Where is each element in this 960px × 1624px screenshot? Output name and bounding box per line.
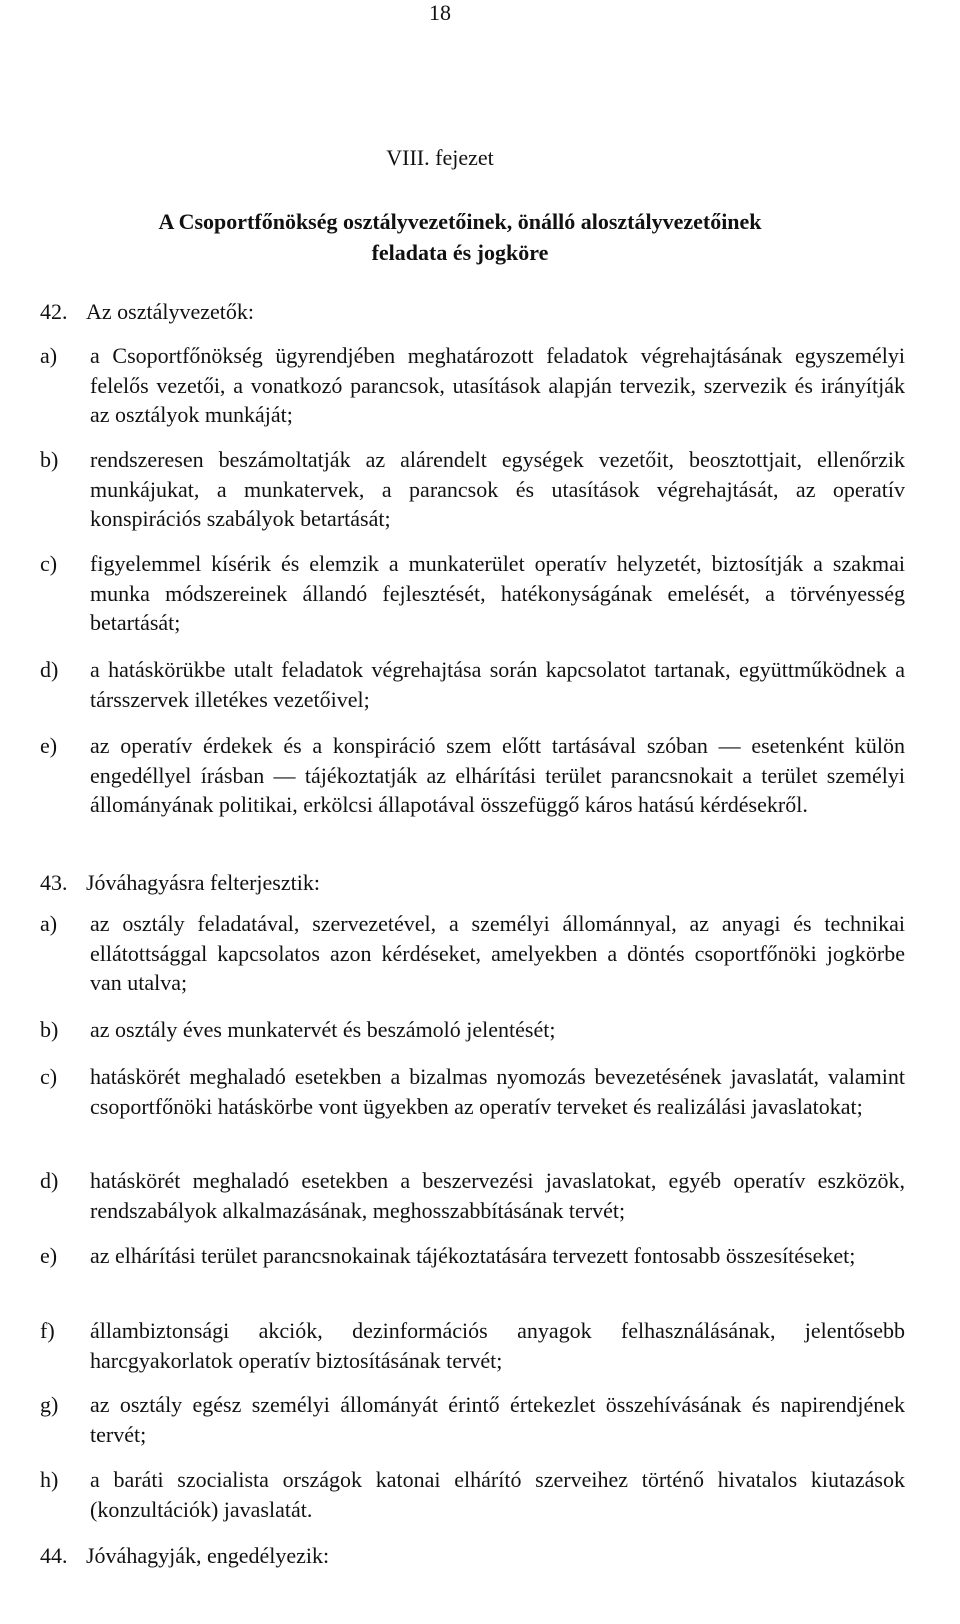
list-item-label: b) <box>40 1017 59 1042</box>
list-item-label: e) <box>40 1243 58 1268</box>
list-item <box>40 549 905 638</box>
list-item-text: az osztály feladatával, szervezetével, a személyi állománnyal, az anyagi és technikai ellátottsággal kapcsolatos azon kérdéseket, amelyekben a döntés csoportfőnöki jogkörbe van utalva; <box>90 911 905 996</box>
section-heading-text: Jóváhagyásra felterjesztik: <box>86 870 320 895</box>
list-item-label: e) <box>40 733 58 758</box>
list-item-text: hatáskörét meghaladó esetekben a bizalmas nyomozás bevezetésének javaslatát, valamint csoportfőnöki hatáskörbe vont ügyekben az operatív terveket és realizálási javaslatokat; <box>90 1064 905 1119</box>
list-item <box>40 1166 905 1225</box>
list-item-label: g) <box>40 1392 59 1417</box>
list-item <box>40 1316 905 1375</box>
chapter-title-line1: A Csoportfőnökség osztályvezetőinek, önálló alosztályvezetőinek <box>158 209 762 234</box>
list-item-text: az osztály éves munkatervét és beszámoló jelentését; <box>90 1017 556 1042</box>
list-item-label: f) <box>40 1318 55 1343</box>
list-item-text: az operatív érdekek és a konspiráció szem előtt tartásával szóban — esetenként külön engedéllyel írásban — tájékoztatják az elhárítási terület parancsnokait a terület személyi állományának politikai, erkölcsi állapotával összefüggő káros hatású kérdésekről. <box>90 733 905 818</box>
list-item-text: rendszeresen beszámoltatják az alárendelt egységek vezetőit, beosztottjait, ellenőrzik munkájukat, a munkatervek, a parancsok és utasítások végrehajtását, az operatív konspirációs szabályok betartását; <box>90 447 905 532</box>
list-item-text: az osztály egész személyi állományát érintő értekezlet összehívásának és napirendjének tervét; <box>90 1392 905 1447</box>
list-item-label: c) <box>40 1064 58 1089</box>
list-item-text: a baráti szocialista országok katonai elhárító szerveihez történő hivatalos kiutazások (konzultációk) javaslatát. <box>90 1467 905 1522</box>
list-item-label: c) <box>40 551 58 576</box>
list-item <box>40 1015 905 1045</box>
list-item <box>40 655 905 714</box>
list-item-label: d) <box>40 657 59 682</box>
list-item <box>40 909 905 998</box>
chapter-title-line2: feladata és jogköre <box>371 240 549 265</box>
section-heading <box>40 297 900 326</box>
list-item-text: az elhárítási terület parancsnokainak tájékoztatására tervezett fontosabb összesítéseket; <box>90 1243 856 1268</box>
section-heading-text: Jóváhagyják, engedélyezik: <box>86 1543 330 1568</box>
chapter-heading: VIII. fejezet <box>386 145 494 170</box>
section-heading <box>40 868 900 897</box>
list-item-label: h) <box>40 1467 59 1492</box>
list-item-text: figyelemmel kísérik és elemzik a munkaterület operatív helyzetét, biztosítják a szakmai munka módszereinek állandó fejlesztését, hatékonyságának emelését, a törvényesség betartását; <box>90 551 905 636</box>
chapter-title <box>40 206 880 268</box>
section-number: 43. <box>40 870 68 895</box>
list-item-label: a) <box>40 343 58 368</box>
list-item-label: a) <box>40 911 58 936</box>
list-item <box>40 445 905 534</box>
list-item-label: b) <box>40 447 59 472</box>
list-item-text: a Csoportfőnökség ügyrendjében meghatározott feladatok végrehajtásának egyszemélyi felelős vezetői, a vonatkozó parancsok, utasítások alapján tervezik, szervezik és irányítják az osztályok munkáját; <box>90 343 905 428</box>
list-item <box>40 731 905 820</box>
list-item-text: állambiztonsági akciók, dezinformációs anyagok felhasználásának, jelentősebb harcgyakorlatok operatív biztosításának tervét; <box>90 1318 905 1373</box>
section-number: 42. <box>40 299 68 324</box>
section-number: 44. <box>40 1543 68 1568</box>
page-number: 18 <box>429 0 451 25</box>
section-heading <box>40 1541 900 1570</box>
list-item <box>40 341 905 430</box>
list-item <box>40 1062 905 1121</box>
list-item-text: hatáskörét meghaladó esetekben a beszervezési javaslatokat, egyéb operatív eszközök, rendszabályok alkalmazásának, meghosszabbításának tervét; <box>90 1168 905 1223</box>
list-item <box>40 1465 905 1524</box>
section-heading-text: Az osztályvezetők: <box>86 299 254 324</box>
list-item-label: d) <box>40 1168 59 1193</box>
list-item-text: a hatáskörükbe utalt feladatok végrehajtása során kapcsolatot tartanak, együttműködnek a társszervek illetékes vezetőivel; <box>90 657 905 712</box>
list-item <box>40 1390 905 1449</box>
list-item <box>40 1241 905 1271</box>
